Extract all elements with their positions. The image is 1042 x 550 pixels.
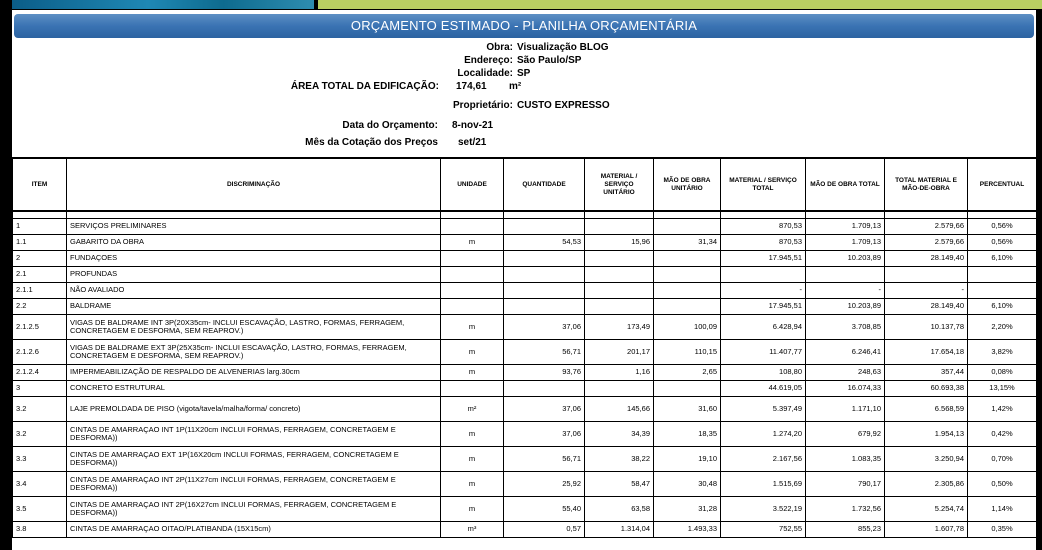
cell-unidade: m	[441, 446, 504, 471]
cell-mao-de-obra-unitario: 110,15	[654, 339, 721, 364]
cell-item: 2.1.2.6	[13, 339, 67, 364]
cell-percentual: 0,70%	[968, 446, 1037, 471]
spacer-cell	[441, 211, 504, 218]
cell-mao-de-obra-unitario	[654, 282, 721, 298]
cell-material-total: 11.407,77	[721, 339, 806, 364]
cell-total: 6.568,59	[885, 396, 968, 421]
cell-percentual: 1,42%	[968, 396, 1037, 421]
info-area-label: ÁREA TOTAL DA EDIFICAÇÃO:	[290, 81, 439, 92]
spreadsheet-sheet	[12, 10, 1036, 550]
info-obra-label: Obra:	[486, 42, 513, 53]
info-data	[12, 120, 1036, 133]
cell-percentual: 0,56%	[968, 234, 1037, 250]
cell-material-unitario	[585, 250, 654, 266]
cell-unidade: m	[441, 339, 504, 364]
cell-mao-de-obra-unitario: 31,60	[654, 396, 721, 421]
cell-quantidade: 56,71	[504, 339, 585, 364]
cell-unidade: m	[441, 314, 504, 339]
cell-mao-de-obra-unitario: 19,10	[654, 446, 721, 471]
spacer-cell	[806, 211, 885, 218]
cell-material-unitario	[585, 266, 654, 282]
table-row	[13, 218, 1037, 234]
cell-percentual: 0,08%	[968, 364, 1037, 380]
cell-percentual	[968, 282, 1037, 298]
cell-total: -	[885, 282, 968, 298]
table-row	[13, 339, 1037, 364]
cell-item: 2	[13, 250, 67, 266]
cell-total: 2.579,66	[885, 234, 968, 250]
cell-quantidade: 93,76	[504, 364, 585, 380]
header-banner-image	[12, 0, 314, 9]
cell-mao-de-obra-unitario	[654, 380, 721, 396]
table-row	[13, 471, 1037, 496]
info-mes-value: set/21	[458, 137, 487, 148]
info-area	[12, 81, 1036, 94]
cell-mao-de-obra-total: 1.709,13	[806, 218, 885, 234]
info-mes-label: Mês da Cotação dos Preços	[305, 137, 438, 148]
cell-material-total: 752,55	[721, 521, 806, 537]
cell-unidade: m²	[441, 396, 504, 421]
cell-mao-de-obra-total: 790,17	[806, 471, 885, 496]
cell-material-unitario: 201,17	[585, 339, 654, 364]
cell-mao-de-obra-total	[806, 266, 885, 282]
cell-material-total: 17.945,51	[721, 298, 806, 314]
cell-total	[885, 266, 968, 282]
cell-quantidade: 37,06	[504, 314, 585, 339]
cell-discriminacao: CINTAS DE AMARRAÇAO OITAO/PLATIBANDA (15X15cm)	[67, 521, 441, 537]
cell-mao-de-obra-unitario: 100,09	[654, 314, 721, 339]
cell-percentual: 0,50%	[968, 471, 1037, 496]
cell-discriminacao: VIGAS DE BALDRAME INT 3P(20X35cm- INCLUI ESCAVAÇÃO, LASTRO, FORMAS, FERRAGEM, CONCRETAGEM E DESFORMA, SEM REAPROV.)	[67, 314, 441, 339]
cell-quantidade	[504, 266, 585, 282]
cell-unidade: m	[441, 471, 504, 496]
cell-item: 3.4	[13, 471, 67, 496]
col-header-quantidade: QUANTIDADE	[504, 158, 585, 211]
cell-item: 2.1	[13, 266, 67, 282]
spacer-cell	[13, 211, 67, 218]
cell-unidade	[441, 380, 504, 396]
cell-percentual: 0,42%	[968, 421, 1037, 446]
cell-discriminacao: GABARITO DA OBRA	[67, 234, 441, 250]
table-row	[13, 364, 1037, 380]
cell-item: 1	[13, 218, 67, 234]
cell-total: 1.954,13	[885, 421, 968, 446]
cell-mao-de-obra-unitario: 30,48	[654, 471, 721, 496]
info-data-label: Data do Orçamento:	[342, 120, 438, 131]
cell-mao-de-obra-unitario: 1.493,33	[654, 521, 721, 537]
cell-material-total: 3.522,19	[721, 496, 806, 521]
cell-unidade: m	[441, 234, 504, 250]
cell-mao-de-obra-total: 1.083,35	[806, 446, 885, 471]
cell-mao-de-obra-total: 679,92	[806, 421, 885, 446]
col-header-total: TOTAL MATERIAL E MÃO-DE-OBRA	[885, 158, 968, 211]
col-header-mao-de-obra-total: MÃO DE OBRA TOTAL	[806, 158, 885, 211]
cell-material-unitario	[585, 298, 654, 314]
cell-discriminacao: NÃO AVALIADO	[67, 282, 441, 298]
col-header-unidade: UNIDADE	[441, 158, 504, 211]
table-row	[13, 234, 1037, 250]
cell-mao-de-obra-total: 248,63	[806, 364, 885, 380]
cell-item: 3.3	[13, 446, 67, 471]
cell-total: 17.654,18	[885, 339, 968, 364]
cell-material-unitario: 58,47	[585, 471, 654, 496]
table-row	[13, 496, 1037, 521]
cell-quantidade	[504, 380, 585, 396]
cell-quantidade: 25,92	[504, 471, 585, 496]
info-data-value: 8-nov-21	[452, 120, 494, 131]
cell-material-total: 5.397,49	[721, 396, 806, 421]
col-header-item: ITEM	[13, 158, 67, 211]
spacer-cell	[721, 211, 806, 218]
cell-material-unitario: 38,22	[585, 446, 654, 471]
spacer-cell	[504, 211, 585, 218]
cell-quantidade: 56,71	[504, 446, 585, 471]
cell-percentual: 6,10%	[968, 298, 1037, 314]
cell-total: 5.254,74	[885, 496, 968, 521]
cell-mao-de-obra-unitario	[654, 266, 721, 282]
cell-total: 1.607,78	[885, 521, 968, 537]
cell-mao-de-obra-total: 1.171,10	[806, 396, 885, 421]
cell-item: 3.8	[13, 521, 67, 537]
info-endereco-label: Endereço:	[464, 55, 513, 66]
cell-item: 3.5	[13, 496, 67, 521]
cell-item: 3.2	[13, 396, 67, 421]
col-header-mao-de-obra-unitario: MÃO DE OBRA UNITÁRIO	[654, 158, 721, 211]
table-row	[13, 396, 1037, 421]
cell-mao-de-obra-total: 1.732,56	[806, 496, 885, 521]
cell-total: 28.149,40	[885, 298, 968, 314]
col-header-material-unitario: MATERIAL / SERVIÇO UNITÁRIO	[585, 158, 654, 211]
cell-material-unitario	[585, 218, 654, 234]
cell-quantidade	[504, 218, 585, 234]
cell-material-unitario: 15,96	[585, 234, 654, 250]
cell-percentual: 13,15%	[968, 380, 1037, 396]
cell-item: 3	[13, 380, 67, 396]
cell-percentual: 0,56%	[968, 218, 1037, 234]
col-header-discriminacao: DISCRIMINAÇÃO	[67, 158, 441, 211]
table-header-row	[13, 158, 1037, 211]
cell-discriminacao: PROFUNDAS	[67, 266, 441, 282]
cell-unidade: m	[441, 364, 504, 380]
cell-percentual: 2,20%	[968, 314, 1037, 339]
cell-item: 3.2	[13, 421, 67, 446]
table-body	[13, 211, 1037, 537]
table-spacer-row	[13, 211, 1037, 218]
cell-mao-de-obra-total: 6.246,41	[806, 339, 885, 364]
table-row	[13, 521, 1037, 537]
cell-unidade: m³	[441, 521, 504, 537]
table-row	[13, 282, 1037, 298]
cell-material-total: 108,80	[721, 364, 806, 380]
cell-item: 2.1.2.4	[13, 364, 67, 380]
table-row	[13, 446, 1037, 471]
info-area-unit: m²	[509, 81, 522, 92]
cell-unidade	[441, 282, 504, 298]
info-endereco	[12, 55, 1036, 68]
cell-mao-de-obra-total: 10.203,89	[806, 298, 885, 314]
cell-total: 2.305,86	[885, 471, 968, 496]
cell-discriminacao: VIGAS DE BALDRAME EXT 3P(25X35cm- INCLUI ESCAVAÇÃO, LASTRO, FORMAS, FERRAGEM, CONCRETAGEM E DESFORMA, SEM REAPROV.)	[67, 339, 441, 364]
cell-item: 1.1	[13, 234, 67, 250]
info-localidade	[12, 68, 1036, 81]
cell-quantidade: 55,40	[504, 496, 585, 521]
header-accent-bar	[318, 0, 1042, 9]
table-row	[13, 314, 1037, 339]
cell-percentual: 0,35%	[968, 521, 1037, 537]
cell-discriminacao: CONCRETO ESTRUTURAL	[67, 380, 441, 396]
cell-material-total: 6.428,94	[721, 314, 806, 339]
cell-material-unitario: 145,66	[585, 396, 654, 421]
table-row	[13, 380, 1037, 396]
spacer-cell	[885, 211, 968, 218]
cell-total: 10.137,78	[885, 314, 968, 339]
col-header-material-total: MATERIAL / SERVIÇO TOTAL	[721, 158, 806, 211]
cell-discriminacao: SERVIÇOS PRELIMINARES	[67, 218, 441, 234]
cell-material-total: 1.515,69	[721, 471, 806, 496]
cell-mao-de-obra-unitario: 31,34	[654, 234, 721, 250]
cell-mao-de-obra-total: 855,23	[806, 521, 885, 537]
cell-material-total: -	[721, 282, 806, 298]
cell-unidade	[441, 250, 504, 266]
cell-unidade: m	[441, 421, 504, 446]
info-proprietario-label: Proprietário:	[452, 100, 513, 111]
info-obra	[12, 42, 1036, 55]
info-localidade-value: SP	[517, 68, 531, 79]
spacer-cell	[585, 211, 654, 218]
cell-mao-de-obra-total: 1.709,13	[806, 234, 885, 250]
budget-table	[12, 157, 1036, 538]
info-proprietario-value: CUSTO EXPRESSO	[517, 100, 610, 111]
cell-total: 28.149,40	[885, 250, 968, 266]
cell-quantidade	[504, 250, 585, 266]
cell-percentual	[968, 266, 1037, 282]
cell-percentual: 3,82%	[968, 339, 1037, 364]
table-row	[13, 266, 1037, 282]
info-obra-value: Visualização BLOG	[517, 42, 609, 53]
cell-quantidade	[504, 298, 585, 314]
cell-unidade	[441, 266, 504, 282]
cell-material-total: 17.945,51	[721, 250, 806, 266]
cell-mao-de-obra-unitario: 2,65	[654, 364, 721, 380]
cell-mao-de-obra-unitario: 31,28	[654, 496, 721, 521]
cell-discriminacao: IMPERMEABILIZAÇÃO DE RESPALDO DE ALVENERIAS larg.30cm	[67, 364, 441, 380]
cell-item: 2.1.1	[13, 282, 67, 298]
cell-quantidade: 37,06	[504, 396, 585, 421]
cell-discriminacao: BALDRAME	[67, 298, 441, 314]
cell-quantidade	[504, 282, 585, 298]
cell-discriminacao: CINTAS DE AMARRAÇAO INT 1P(11X20cm INCLUI FORMAS, FERRAGEM, CONCRETAGEM E DESFORMA))	[67, 421, 441, 446]
cell-total: 3.250,94	[885, 446, 968, 471]
cell-discriminacao: LAJE PREMOLDADA DE PISO (vigota/tavela/malha/forma/ concreto)	[67, 396, 441, 421]
table-row	[13, 421, 1037, 446]
cell-material-unitario: 1.314,04	[585, 521, 654, 537]
page-title: ORÇAMENTO ESTIMADO - PLANILHA ORÇAMENTÁRIA	[14, 14, 1034, 38]
cell-mao-de-obra-unitario: 18,35	[654, 421, 721, 446]
cell-mao-de-obra-total: -	[806, 282, 885, 298]
info-area-value: 174,61	[456, 81, 487, 92]
cell-mao-de-obra-unitario	[654, 218, 721, 234]
info-proprietario	[12, 100, 1036, 113]
spacer-cell	[968, 211, 1037, 218]
cell-material-unitario: 34,39	[585, 421, 654, 446]
cell-unidade	[441, 298, 504, 314]
info-endereco-value: São Paulo/SP	[517, 55, 582, 66]
cell-material-unitario	[585, 282, 654, 298]
cell-material-unitario: 173,49	[585, 314, 654, 339]
info-mes	[12, 137, 1036, 150]
cell-material-total: 44.619,05	[721, 380, 806, 396]
spacer-cell	[654, 211, 721, 218]
cell-material-unitario: 63,58	[585, 496, 654, 521]
cell-discriminacao: CINTAS DE AMARRAÇAO INT 2P(11X27cm INCLUI FORMAS, FERRAGEM, CONCRETAGEM E DESFORMA))	[67, 471, 441, 496]
cell-total: 2.579,66	[885, 218, 968, 234]
budget-table-wrap	[12, 157, 1036, 538]
cell-material-total: 870,53	[721, 234, 806, 250]
table-row	[13, 250, 1037, 266]
cell-quantidade: 37,06	[504, 421, 585, 446]
cell-material-total: 1.274,20	[721, 421, 806, 446]
cell-mao-de-obra-unitario	[654, 298, 721, 314]
cell-material-unitario	[585, 380, 654, 396]
spacer-cell	[67, 211, 441, 218]
cell-total: 357,44	[885, 364, 968, 380]
cell-mao-de-obra-total: 16.074,33	[806, 380, 885, 396]
cell-item: 2.2	[13, 298, 67, 314]
cell-item: 2.1.2.5	[13, 314, 67, 339]
cell-mao-de-obra-total: 3.708,85	[806, 314, 885, 339]
info-localidade-label: Localidade:	[457, 68, 513, 79]
cell-material-total: 2.167,56	[721, 446, 806, 471]
col-header-percentual: PERCENTUAL	[968, 158, 1037, 211]
cell-discriminacao: CINTAS DE AMARRAÇAO EXT 1P(16X20cm INCLUI FORMAS, FERRAGEM, CONCRETAGEM E DESFORMA))	[67, 446, 441, 471]
cell-material-total: 870,53	[721, 218, 806, 234]
cell-material-unitario: 1,16	[585, 364, 654, 380]
top-strip	[0, 0, 1042, 10]
cell-material-total	[721, 266, 806, 282]
cell-percentual: 6,10%	[968, 250, 1037, 266]
cell-mao-de-obra-total: 10.203,89	[806, 250, 885, 266]
cell-percentual: 1,14%	[968, 496, 1037, 521]
cell-unidade: m	[441, 496, 504, 521]
cell-quantidade: 54,53	[504, 234, 585, 250]
cell-discriminacao: CINTAS DE AMARRAÇAO INT 2P(16X27cm INCLUI FORMAS, FERRAGEM, CONCRETAGEM E DESFORMA))	[67, 496, 441, 521]
cell-unidade	[441, 218, 504, 234]
cell-total: 60.693,38	[885, 380, 968, 396]
cell-quantidade: 0,57	[504, 521, 585, 537]
cell-mao-de-obra-unitario	[654, 250, 721, 266]
table-row	[13, 298, 1037, 314]
cell-discriminacao: FUNDAÇOES	[67, 250, 441, 266]
